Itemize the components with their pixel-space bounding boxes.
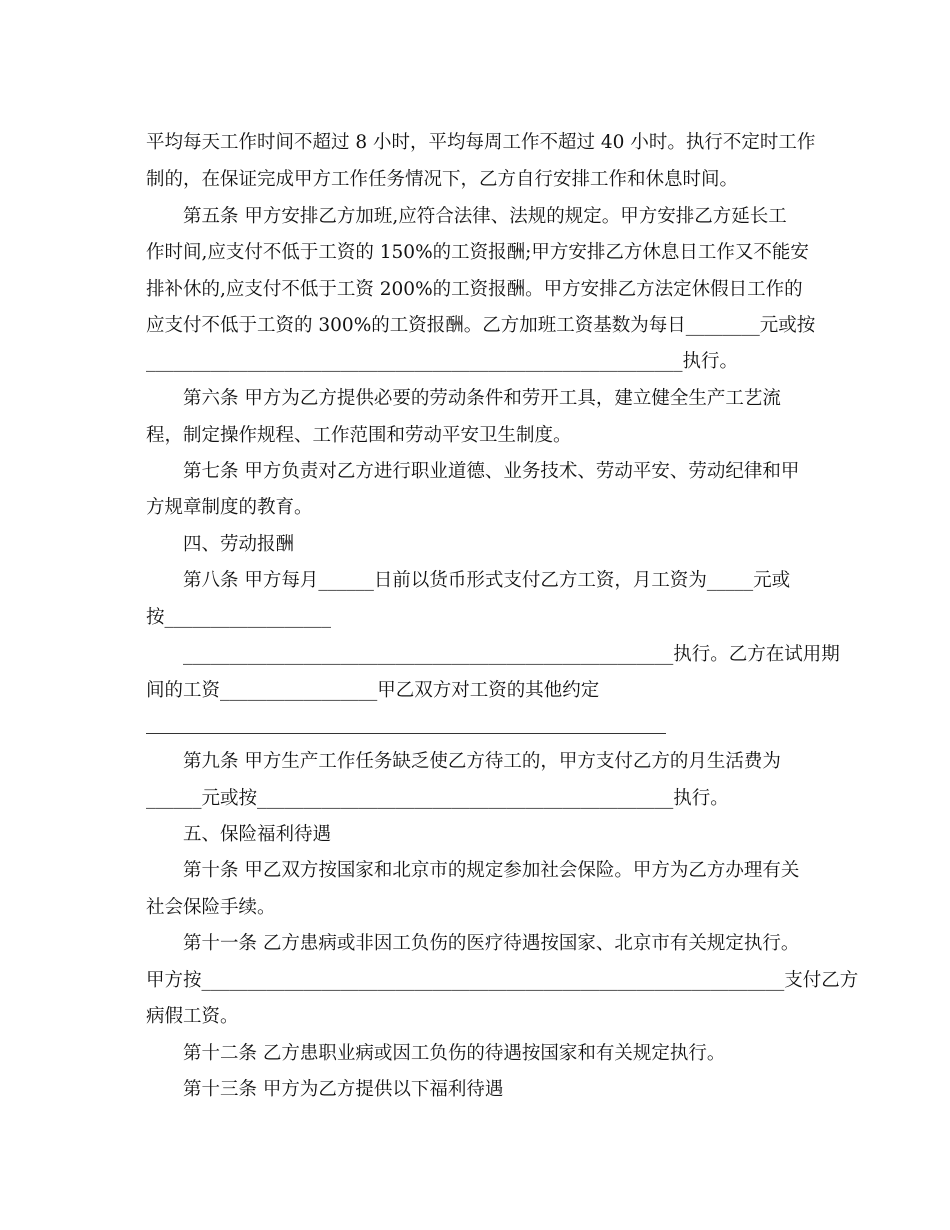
- blank-underline: [146, 733, 666, 734]
- text-line-21: 第十条 甲乙双方按国家和北京市的规定参加社会保险。甲方为乙方办理有关: [183, 860, 800, 881]
- text-line-19: ______元或按_____________________________________________执行。: [146, 788, 729, 809]
- text-line-27: 第十三条 甲方为乙方提供以下福利待遇: [183, 1079, 504, 1100]
- section-heading-remuneration: 四、劳动报酬: [183, 534, 295, 555]
- text-line-26: 第十二条 乙方患职业病或因工负伤的待遇按国家和有关规定执行。: [183, 1043, 726, 1064]
- text-line-14: 按__________________: [146, 607, 332, 628]
- text-line-3: 第五条 甲方安排乙方加班,应符合法律、法规的规定。甲方安排乙方延长工: [183, 206, 787, 227]
- text-line-16: 间的工资_________________甲乙双方对工资的其他约定: [146, 680, 600, 701]
- text-line-5: 排补休的,应支付不低于工资 200%的工资报酬。甲方安排乙方法定休假日工作的: [146, 279, 803, 300]
- text-line-18: 第九条 甲方生产工作任务缺乏使乙方待工的，甲方支付乙方的月生活费为: [183, 751, 781, 772]
- text-line-25: 病假工资。: [146, 1006, 239, 1027]
- text-line-7: __________________________________________________________执行。: [146, 351, 739, 372]
- text-line-9: 程，制定操作规程、工作范围和劳动平安卫生制度。: [146, 425, 572, 446]
- section-heading-insurance: 五、保险福利待遇: [183, 824, 332, 845]
- text-line-8: 第六条 甲方为乙方提供必要的劳动条件和劳开工具，建立健全生产工艺流: [183, 388, 781, 409]
- text-line-1: 平均每天工作时间不超过 8 小时，平均每周工作不超过 40 小时。执行不定时工作: [146, 132, 816, 153]
- text-line-4: 作时间,应支付不低于工资的 150%的工资报酬;甲方安排乙方休息日工作又不能安: [146, 242, 809, 263]
- text-line-23: 第十一条 乙方患病或非因工负伤的医疗待遇按国家、北京市有关规定执行。: [183, 933, 800, 954]
- text-line-24: 甲方按_______________________________________________________________支付乙方: [146, 970, 859, 991]
- text-line-10: 第七条 甲方负责对乙方进行职业道德、业务技术、劳动平安、劳动纪律和甲: [183, 461, 800, 482]
- text-line-6: 应支付不低于工资的 300%的工资报酬。乙方加班工资基数为每日________元或按: [146, 315, 816, 336]
- text-line-13: 第八条 甲方每月______日前以货币形式支付乙方工资，月工资为_____元或: [183, 570, 791, 591]
- text-line-15: _____________________________________________________执行。乙方在试用期: [183, 644, 840, 665]
- text-line-11: 方规章制度的教育。: [146, 497, 313, 518]
- text-line-2: 制的，在保证完成甲方工作任务情况下，乙方自行安排工作和休息时间。: [146, 169, 739, 190]
- text-line-22: 社会保险手续。: [146, 897, 276, 918]
